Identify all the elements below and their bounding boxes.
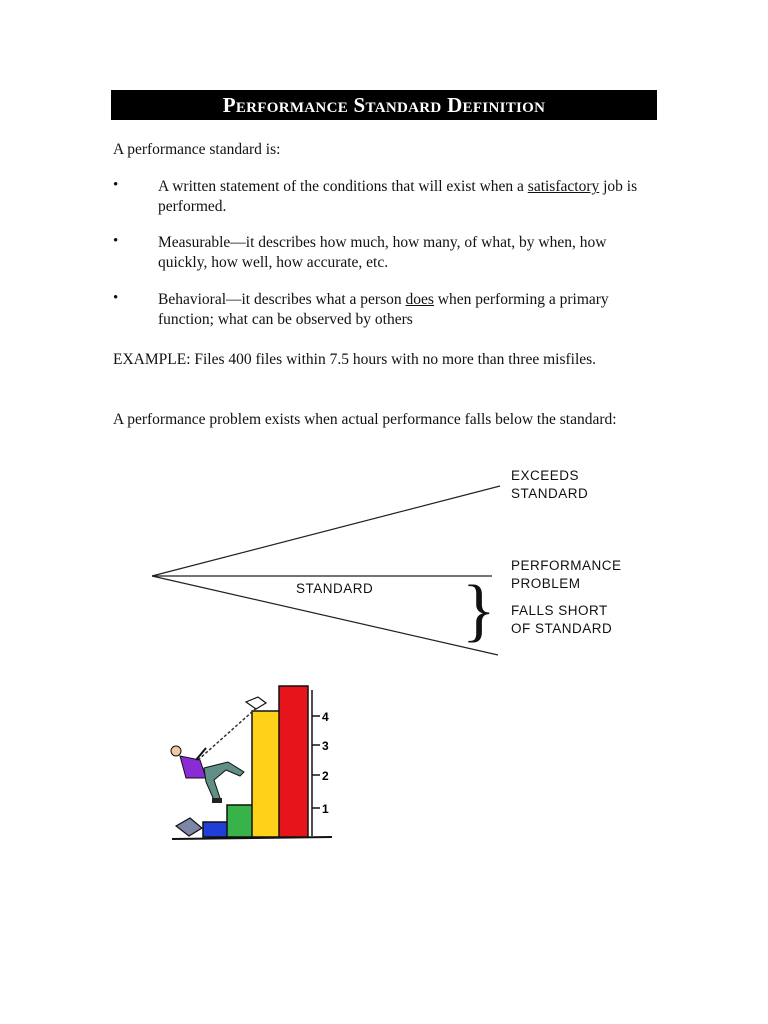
bullet-text-part: job is performed. xyxy=(158,178,638,215)
bullet-text-part: Measurable—it describes how much, how many, of what, by when, how quickly, how well, how accurate, etc. xyxy=(158,234,607,271)
bullet-text-part: when performing a primary function; what can be observed by others xyxy=(158,291,609,328)
label-line: OF STANDARD xyxy=(511,621,613,636)
person-arm xyxy=(196,748,206,760)
curly-brace: } xyxy=(462,572,496,649)
example-text: EXAMPLE: Files 400 files within 7.5 hours with no more than three misfiles. xyxy=(113,351,597,368)
scale-label-4: 4 xyxy=(322,710,329,724)
person-foot xyxy=(212,798,222,803)
label-line: PROBLEM xyxy=(511,576,581,591)
bullet-marker: • xyxy=(113,177,119,193)
scale-label-3: 3 xyxy=(322,739,329,753)
flag-icon xyxy=(246,697,266,709)
problem-statement: A performance problem exists when actual performance falls below the standard: xyxy=(113,411,617,428)
green-bar xyxy=(227,805,253,837)
bullet-text-part: A written statement of the conditions that will exist when a xyxy=(158,178,528,195)
bullet-marker: • xyxy=(113,290,119,306)
blue-block xyxy=(203,822,229,837)
standard-label: STANDARD xyxy=(296,581,374,596)
underlined-word-satisfactory: satisfactory xyxy=(527,178,600,195)
yellow-bar xyxy=(252,711,280,837)
fallen-box-icon xyxy=(176,818,202,836)
title-text: Performance Standard Definition xyxy=(222,92,546,117)
bullet-text-part: Behavioral—it describes what a person xyxy=(158,291,406,308)
scale-label-2: 2 xyxy=(322,769,329,783)
label-line: EXCEEDS xyxy=(511,468,580,483)
label-line: FALLS SHORT xyxy=(511,603,608,618)
intro-text: A performance standard is: xyxy=(113,141,281,158)
underlined-word-does: does xyxy=(405,291,434,308)
person-legs xyxy=(204,762,244,800)
person-head xyxy=(171,746,181,756)
scale-label-1: 1 xyxy=(322,802,329,816)
bullet-marker: • xyxy=(113,233,119,249)
label-line: PERFORMANCE xyxy=(511,558,622,573)
person-torso xyxy=(180,756,206,778)
label-line: STANDARD xyxy=(511,486,589,501)
red-bar xyxy=(279,686,308,837)
